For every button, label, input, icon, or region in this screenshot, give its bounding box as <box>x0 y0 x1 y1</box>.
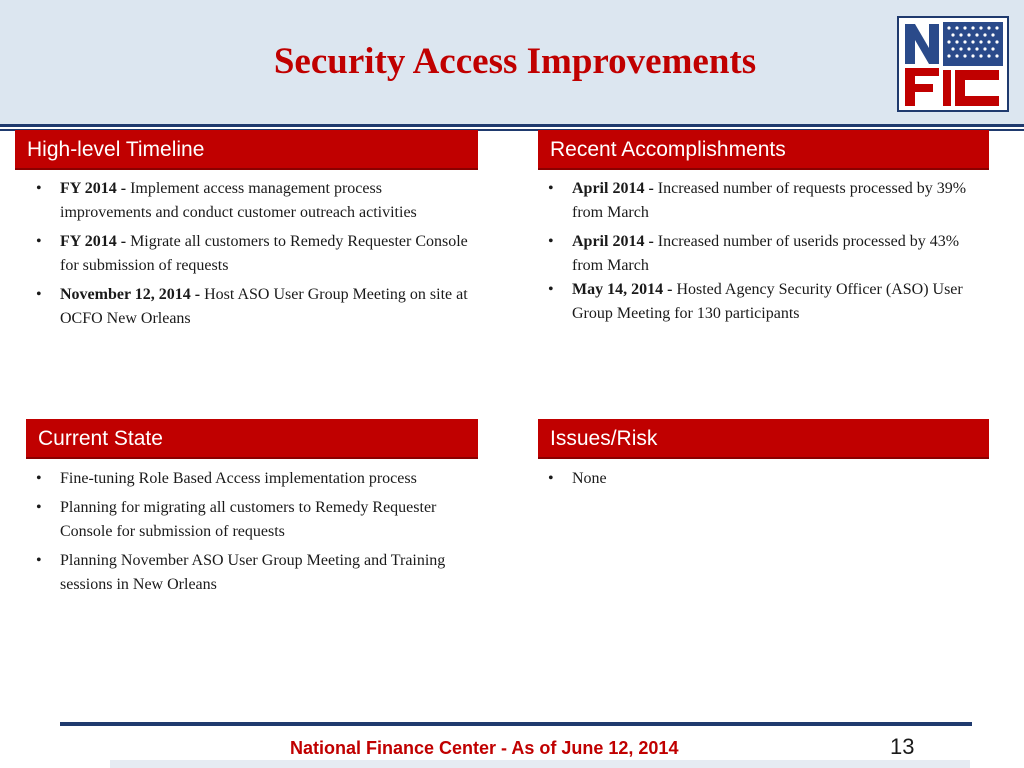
bullet-icon: • <box>548 233 554 250</box>
bullet-icon: • <box>548 470 554 487</box>
page-number: 13 <box>890 734 915 759</box>
slide-title: Security Access Improvements <box>273 41 757 82</box>
list-item: • April 2014 - Increased number of requests processed by 39% from March <box>538 177 978 225</box>
bullet-icon: • <box>548 281 554 298</box>
accomplishments-list <box>538 177 978 331</box>
bullet-icon: • <box>36 180 42 197</box>
list-item: • May 14, 2014 - Hosted Agency Security Officer (ASO) User Group Meeting for 130 participants <box>538 278 978 326</box>
list-item: • Fine-tuning Role Based Access implementation process <box>26 467 456 491</box>
list-item: • Planning for migrating all customers to Remedy Requester Console for submission of requests <box>26 496 456 544</box>
list-item: • FY 2014 - Migrate all customers to Remedy Requester Console for submission of requests <box>26 230 476 278</box>
footer-divider <box>60 722 972 726</box>
nfc-logo-icon <box>897 16 1009 112</box>
list-item: • None <box>538 467 978 491</box>
list-item: • April 2014 - Increased number of userids processed by 43% from March <box>538 230 978 278</box>
bullet-icon: • <box>36 233 42 250</box>
issues-section-header: Issues/Risk <box>538 419 989 459</box>
bullet-icon: • <box>36 286 42 303</box>
list-item: • FY 2014 - Implement access management process improvements and conduct customer outreach activities <box>26 177 476 225</box>
footer-text: National Finance Center - As of June 12, 2014 <box>290 738 679 758</box>
list-item: • November 12, 2014 - Host ASO User Group Meeting on site at OCFO New Orleans <box>26 283 476 331</box>
timeline-section-header: High-level Timeline <box>15 130 478 170</box>
current-state-list <box>26 467 456 602</box>
bullet-icon: • <box>548 180 554 197</box>
bullet-icon: • <box>36 499 42 516</box>
current-state-section-header: Current State <box>26 419 478 459</box>
header-divider <box>0 124 1024 127</box>
issues-list <box>538 467 978 496</box>
footer-band <box>110 760 970 768</box>
accomplishments-section-header: Recent Accomplishments <box>538 130 989 170</box>
bullet-icon: • <box>36 470 42 487</box>
bullet-icon: • <box>36 552 42 569</box>
list-item: • Planning November ASO User Group Meeting and Training sessions in New Orleans <box>26 549 456 597</box>
timeline-list <box>26 177 476 336</box>
